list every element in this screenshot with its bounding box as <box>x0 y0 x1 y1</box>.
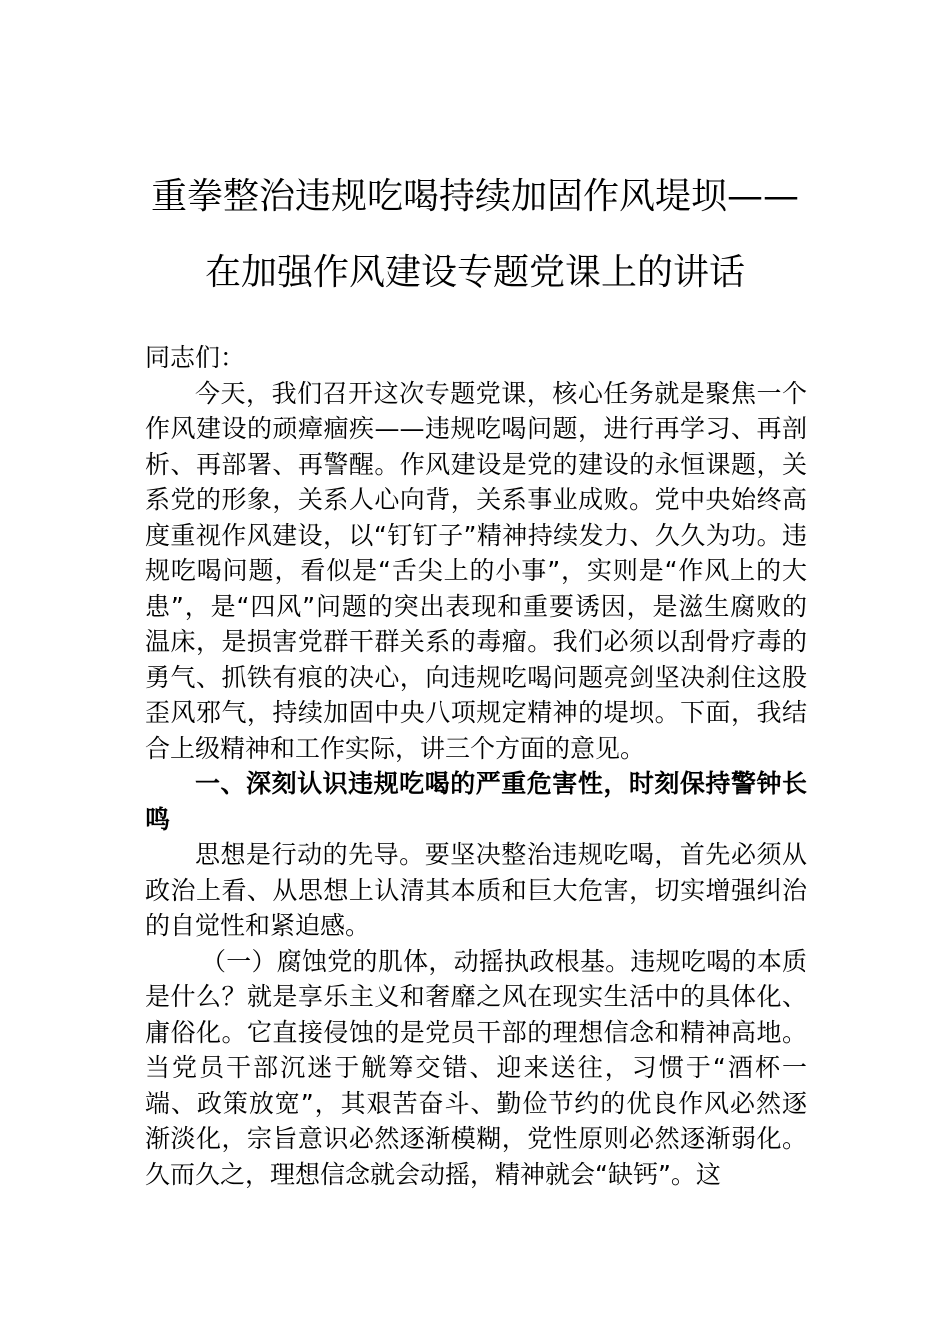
document-title: 重拳整治违规吃喝持续加固作风堤坝—— <box>150 176 799 217</box>
title-block <box>130 176 820 294</box>
section-paragraph: 思想是行动的先导。要坚决整治违规吃喝，首先必须从政治上看、从思想上认清其本质和巨大危害，切实增强纠治的自觉性和紧迫感。 <box>145 840 807 940</box>
document-subtitle: 在加强作风建设专题党课上的讲话 <box>204 252 745 293</box>
section-heading: 一、深刻认识违规吃喝的严重危害性，时刻保持警钟长鸣 <box>145 769 807 834</box>
salutation: 同志们： <box>145 343 246 372</box>
document-body <box>145 340 807 1192</box>
subsection-paragraph: （一）腐蚀党的肌体，动摇执政根基。违规吃喝的本质是什么？就是享乐主义和奢靡之风在现实生活中的具体化、庸俗化。它直接侵蚀的是党员干部的理想信念和精神高地。当党员干部沉迷于觥筹交错、迎来送往，习惯于“酒杯一端、政策放宽”，其艰苦奋斗、勤俭节约的优良作风必然逐渐淡化，宗旨意识必然逐渐模糊，党性原则必然逐渐弱化。久而久之，理想信念就会动摇，精神就会“缺钙”。这 <box>145 946 807 1189</box>
intro-paragraph: 今天，我们召开这次专题党课，核心任务就是聚焦一个作风建设的顽瘴痼疾——违规吃喝问题，进行再学习、再剖析、再部署、再警醒。作风建设是党的建设的永恒课题，关系党的形象，关系人心向背，关系事业成败。党中央始终高度重视作风建设，以“钉钉子”精神持续发力、久久为功。违规吃喝问题，看似是“舌尖上的小事”，实则是“作风上的大患”，是“四风”问题的突出表现和重要诱因，是滋生腐败的温床，是损害党群干群关系的毒瘤。我们必须以刮骨疗毒的勇气、抓铁有痕的决心，向违规吃喝问题亮剑坚决刹住这股歪风邪气，持续加固中央八项规定精神的堤坝。下面，我结合上级精神和工作实际，讲三个方面的意见。 <box>145 378 807 763</box>
